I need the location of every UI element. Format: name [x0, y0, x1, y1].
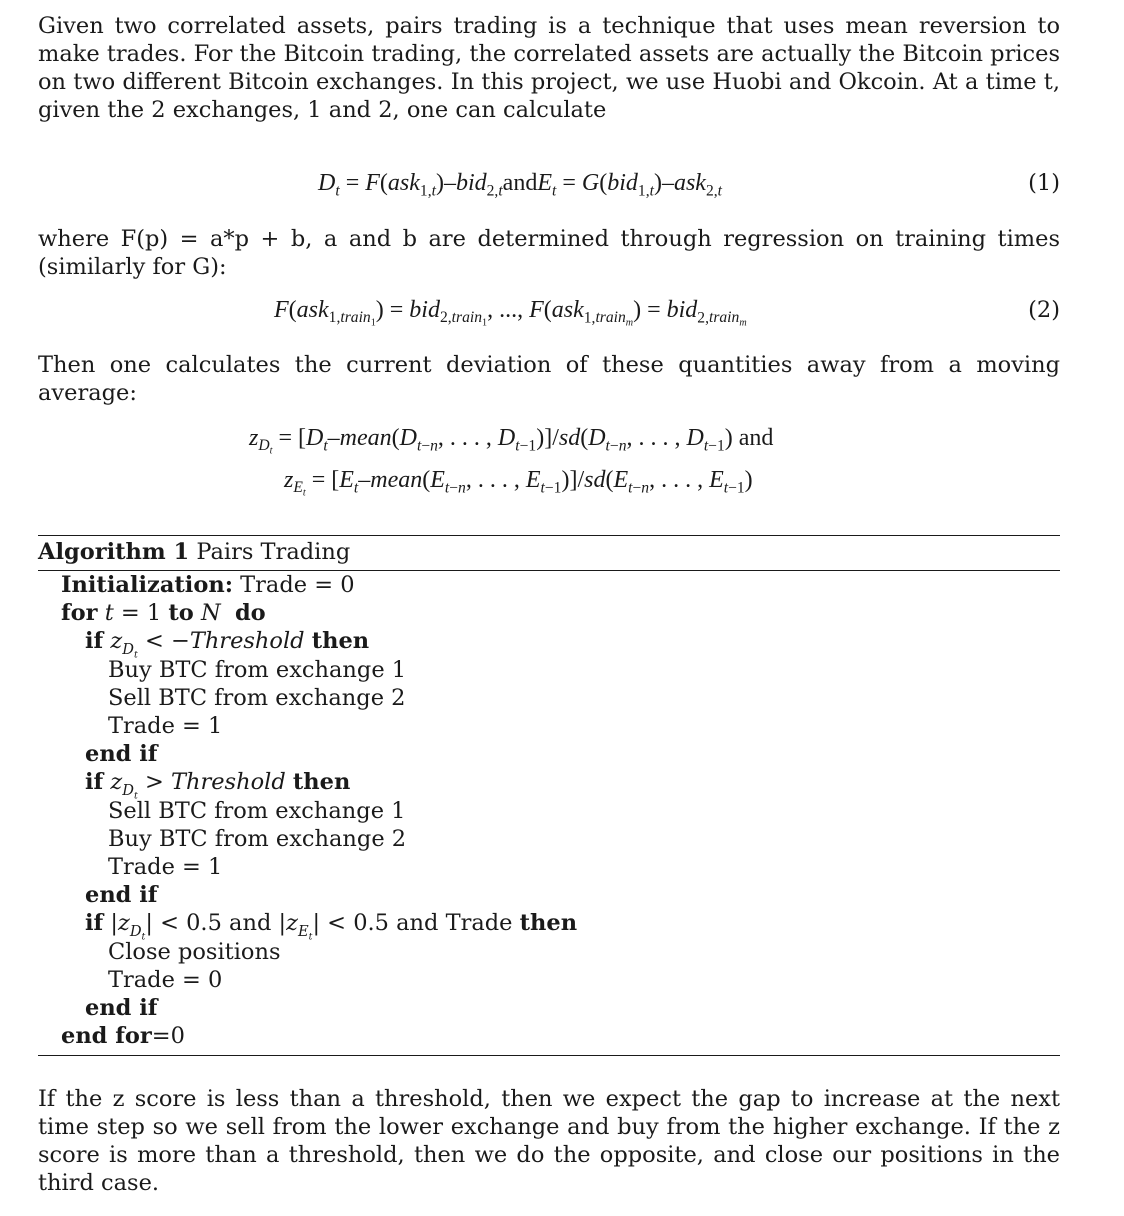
algorithm-end-if-line	[38, 740, 1060, 768]
equation-2-body: F(ask$_{1,train_1}$) = bid$_{2,train_1}$, ..., F(ask$_{1,train_m}$) = bid$_{2,train_m}$	[274, 297, 747, 329]
equation-2-number: (2)	[1028, 297, 1060, 323]
algorithm-block	[38, 535, 1060, 1056]
where-paragraph: where F(p) = a*p + b, a and b are determined through regression on training times (similarly for G):	[38, 226, 1060, 280]
equation-1	[38, 168, 1060, 198]
init-value: Trade = 0	[240, 572, 355, 598]
kw-if: if	[85, 628, 104, 655]
then-paragraph: Then one calculates the current deviation of these quantities away from a moving average:	[38, 352, 1060, 406]
kw-if: if	[85, 910, 104, 937]
algorithm-title: Pairs Trading	[196, 539, 351, 565]
kw-end-if: end if	[85, 882, 158, 909]
equation-2	[38, 295, 1060, 329]
equation-zD	[38, 423, 1060, 457]
kw-then: then	[292, 769, 351, 796]
algorithm-init-line	[38, 571, 1060, 599]
algorithm-caption	[38, 536, 1060, 571]
algorithm-step: Buy BTC from exchange 1	[108, 656, 407, 683]
equation-zE-body: $z_{E_t}$ = [$E_t-mean(E_{t-n}$, . . . , $E_{t-1})]/sd(E_{t-n}$, . . . , $E_{t-1}$)	[284, 467, 753, 499]
algorithm-step: Trade = 1	[108, 713, 223, 740]
kw-end-if: end if	[85, 741, 158, 768]
init-label: Initialization:	[61, 572, 234, 598]
kw-for: for	[61, 600, 98, 627]
kw-then: then	[519, 910, 578, 937]
algorithm-label: Algorithm 1	[38, 539, 190, 565]
intro-paragraph: Given two correlated assets, pairs trading is a technique that uses mean reversion to make trades. For the Bitcoin trading, the correlated assets are actually the Bitcoin prices on two different Bitcoin exchanges. In this project, we use Huobi and Okcoin. At a time t, given the 2 exchanges, 1 and 2, one can calculate	[38, 13, 1060, 123]
algorithm-end-for-line	[38, 1022, 1060, 1050]
kw-do: do	[234, 600, 266, 627]
kw-to: to	[168, 600, 194, 627]
equation-zE	[38, 465, 1060, 499]
algorithm-if3-line: if $|z_{D_t}| < 0.5$ and $|z_{E_t}| < 0.5$ and Trade then	[85, 910, 578, 942]
conclusion-paragraph: If the z score is less than a threshold, then we expect the gap to increase at the next time step so we sell from the lower exchange and buy from the higher exchange. If the z score is more than a threshold, then we do the opposite, and close our positions in the third case.	[38, 1086, 1060, 1196]
algorithm-if2-line: if $z_{D_t}$ > Threshold then	[85, 769, 351, 801]
cond3-tail: and Trade	[396, 910, 513, 937]
algorithm-step: Trade = 0	[108, 966, 223, 993]
equation-1-body: $D_t$ = F(ask$_{1,t}$)–bid$_{2,t}$andE$_t$ = G(bid$_{1,t}$)–ask$_{2,t}$	[318, 170, 722, 200]
algorithm-step: Sell BTC from exchange 2	[108, 684, 406, 711]
algorithm-if1-line: if $z_{D_t}$ < −Threshold then	[85, 628, 370, 660]
kw-then: then	[311, 628, 370, 655]
kw-end-if: end if	[85, 995, 158, 1022]
algorithm-step: Trade = 1	[108, 854, 223, 881]
cond3-and: and	[229, 910, 272, 937]
algorithm-for-line: for t = 1 to N do	[61, 600, 266, 627]
end-for-suffix: =0	[151, 1023, 185, 1050]
equation-zD-body: $z_{D_t}$ = [$D_t-mean(D_{t-n}$, . . . , $D_{t-1})]/sd(D_{t-n}$, . . . , $D_{t-1}$) and	[249, 425, 774, 457]
algorithm-step: Sell BTC from exchange 1	[108, 797, 406, 824]
algorithm-end-if-line	[38, 881, 1060, 909]
algorithm-step: Close positions	[108, 938, 281, 965]
equation-1-number: (1)	[1028, 170, 1060, 196]
kw-end-for: end for	[61, 1023, 152, 1050]
algorithm-end-if-line	[38, 994, 1060, 1022]
kw-if: if	[85, 769, 104, 796]
algorithm-step: Buy BTC from exchange 2	[108, 825, 407, 852]
